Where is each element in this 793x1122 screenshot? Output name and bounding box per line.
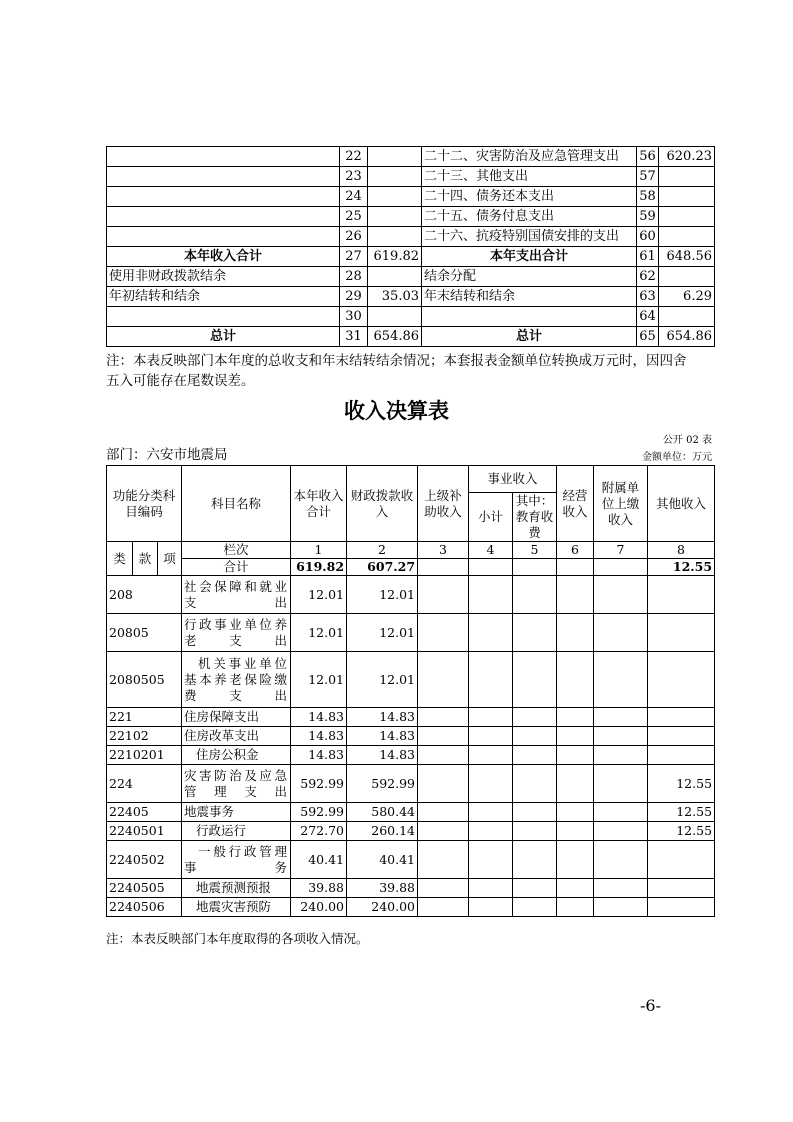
header-edu: 其中：教育收费 [513,493,557,542]
row-subject-name: 灾害防治及应急管理支出 [182,765,291,803]
table-row [107,727,715,746]
row-other [648,746,715,765]
header-operating: 经营收入 [557,466,594,542]
row-number-left: 26 [340,227,368,247]
col-num: 6 [557,542,594,559]
col-num: 1 [291,542,347,559]
row-total: 12.01 [291,576,347,614]
row-value-right [659,267,715,287]
row-fiscal: 39.88 [347,879,418,898]
table-row [107,307,715,327]
row-number-left: 24 [340,187,368,207]
row-other [648,614,715,652]
row-fiscal: 260.14 [347,822,418,841]
row-subject-name: 住房保障支出 [182,708,291,727]
row-fiscal: 12.01 [347,576,418,614]
table-row [107,247,715,267]
department-label: 部门：六安市地震局 [106,447,228,463]
row-fiscal: 14.83 [347,727,418,746]
row-func-code: 2080505 [107,652,182,708]
table-row [107,187,715,207]
row-label-right: 年末结转和结余 [422,287,637,307]
row-label-left [107,227,340,247]
row-func-code: 221 [107,708,182,727]
table-row [107,227,715,247]
row-total: 240.00 [291,898,347,917]
summary-note-line2: 五入可能存在尾数误差。 [106,373,255,389]
table-row [107,841,715,879]
row-number-left: 28 [340,267,368,287]
row-number-right: 64 [637,307,659,327]
row-func-code: 224 [107,765,182,803]
table-row [107,822,715,841]
col-num: 8 [648,542,715,559]
row-total: 14.83 [291,708,347,727]
row-value-right: 654.86 [659,327,715,347]
row-value-right: 6.29 [659,287,715,307]
row-subject-name: 一般行政管理事务 [182,841,291,879]
row-label-left: 本年收入合计 [107,247,340,267]
row-other [648,652,715,708]
row-func-code: 2240505 [107,879,182,898]
row-number-right: 57 [637,167,659,187]
table-row [107,287,715,307]
summary-note-line1: 注：本表反映部门本年度的总收支和年末结转结余情况；本套报表金额单位转换成万元时，因四舍 [106,353,687,369]
table-row [107,614,715,652]
row-value-left [368,147,422,167]
col-num: 5 [513,542,557,559]
table-row [107,576,715,614]
row-value-left [368,187,422,207]
row-total: 14.83 [291,727,347,746]
row-subject-name: 机关事业单位基本养老保险缴费支出 [182,652,291,708]
row-subject-name: 地震事务 [182,803,291,822]
row-other [648,727,715,746]
row-other [648,576,715,614]
row-total: 39.88 [291,879,347,898]
header-superior: 上级补助收入 [418,466,469,542]
row-subject-name: 住房公积金 [182,746,291,765]
row-fiscal: 12.01 [347,614,418,652]
income-expense-summary-table [106,146,715,347]
table-row [107,765,715,803]
row-func-code: 22405 [107,803,182,822]
row-fiscal: 14.83 [347,746,418,765]
row-subject-name: 地震预测预报 [182,879,291,898]
row-label-left: 年初结转和结余 [107,287,340,307]
total-row-fiscal: 607.27 [347,559,418,576]
row-value-right [659,207,715,227]
row-label-right: 二十四、债务还本支出 [422,187,637,207]
row-label-left [107,207,340,227]
header-func-code: 功能分类科目编码 [107,466,182,542]
row-func-code: 2240502 [107,841,182,879]
table-row [107,879,715,898]
header-xiang: 项 [158,542,182,576]
header-subtotal: 小计 [469,493,513,542]
row-subject-name: 社会保障和就业支出 [182,576,291,614]
row-label-left [107,187,340,207]
row-value-left [368,167,422,187]
row-value-right [659,167,715,187]
row-number-left: 29 [340,287,368,307]
row-value-left [368,267,422,287]
row-fiscal: 40.41 [347,841,418,879]
table-row [107,167,715,187]
row-value-right: 648.56 [659,247,715,267]
table-row [107,708,715,727]
unit-label: 金额单位：万元 [642,452,712,463]
row-value-left: 654.86 [368,327,422,347]
row-value-left: 35.03 [368,287,422,307]
row-total: 14.83 [291,746,347,765]
row-number-left: 22 [340,147,368,167]
table-row [107,652,715,708]
row-value-left [368,307,422,327]
row-func-code: 2240506 [107,898,182,917]
row-func-code: 20805 [107,614,182,652]
header-other: 其他收入 [648,466,715,542]
row-other [648,898,715,917]
row-fiscal: 240.00 [347,898,418,917]
row-label-left [107,167,340,187]
row-value-right: 620.23 [659,147,715,167]
row-label-left: 总计 [107,327,340,347]
table-row [107,327,715,347]
row-total: 592.99 [291,765,347,803]
row-total: 40.41 [291,841,347,879]
row-label-right: 二十二、灾害防治及应急管理支出 [422,147,637,167]
total-row-label: 合计 [182,559,291,576]
header-total: 本年收入合计 [291,466,347,542]
row-number-left: 27 [340,247,368,267]
row-other: 12.55 [648,803,715,822]
table-row [107,147,715,167]
row-total: 12.01 [291,652,347,708]
page-title: 收入决算表 [344,399,449,423]
header-affiliated: 附属单位上缴收入 [594,466,648,542]
income-note: 注：本表反映部门本年度取得的各项收入情况。 [106,931,369,946]
row-number-left: 25 [340,207,368,227]
row-number-left: 30 [340,307,368,327]
row-value-left [368,227,422,247]
col-num: 3 [418,542,469,559]
row-other: 12.55 [648,822,715,841]
header-lei: 类 [107,542,133,576]
row-subject-name: 行政运行 [182,822,291,841]
row-label-right: 二十五、债务付息支出 [422,207,637,227]
row-value-left [368,207,422,227]
row-total: 272.70 [291,822,347,841]
row-other: 12.55 [648,765,715,803]
row-fiscal: 580.44 [347,803,418,822]
row-fiscal: 14.83 [347,708,418,727]
header-subject: 科目名称 [182,466,291,542]
income-table [106,465,715,917]
col-num: 2 [347,542,418,559]
row-other [648,841,715,879]
row-label-right: 总计 [422,327,637,347]
row-number-right: 65 [637,327,659,347]
table-code: 公开 02 表 [662,435,712,446]
row-number-right: 59 [637,207,659,227]
header-lanci: 栏次 [182,542,291,559]
col-num: 7 [594,542,648,559]
row-label-right: 结余分配 [422,267,637,287]
row-number-right: 58 [637,187,659,207]
row-func-code: 208 [107,576,182,614]
row-subject-name: 住房改革支出 [182,727,291,746]
row-label-right: 本年支出合计 [422,247,637,267]
row-label-left [107,307,340,327]
row-value-right [659,307,715,327]
header-business: 事业收入 [469,466,557,493]
row-label-left [107,147,340,167]
row-value-right [659,187,715,207]
table-row [107,207,715,227]
row-label-right: 二十六、抗疫特别国债安排的支出 [422,227,637,247]
row-number-left: 23 [340,167,368,187]
row-number-left: 31 [340,327,368,347]
row-other [648,708,715,727]
row-number-right: 61 [637,247,659,267]
header-fiscal: 财政拨款收入 [347,466,418,542]
table-row [107,267,715,287]
table-row [107,803,715,822]
row-value-right [659,227,715,247]
total-row-other: 12.55 [648,559,715,576]
row-fiscal: 12.01 [347,652,418,708]
row-func-code: 2210201 [107,746,182,765]
table-row [107,898,715,917]
row-total: 592.99 [291,803,347,822]
table-row [107,746,715,765]
row-label-right: 二十三、其他支出 [422,167,637,187]
row-number-right: 56 [637,147,659,167]
row-func-code: 2240501 [107,822,182,841]
row-label-right [422,307,637,327]
page-number: -6- [640,996,661,1015]
row-number-right: 60 [637,227,659,247]
row-fiscal: 592.99 [347,765,418,803]
row-value-left: 619.82 [368,247,422,267]
header-kuan: 款 [133,542,158,576]
row-subject-name: 地震灾害预防 [182,898,291,917]
row-total: 12.01 [291,614,347,652]
col-num: 4 [469,542,513,559]
row-number-right: 62 [637,267,659,287]
row-func-code: 22102 [107,727,182,746]
row-subject-name: 行政事业单位养老支出 [182,614,291,652]
row-number-right: 63 [637,287,659,307]
row-label-left: 使用非财政拨款结余 [107,267,340,287]
total-row-total: 619.82 [291,559,347,576]
row-other [648,879,715,898]
